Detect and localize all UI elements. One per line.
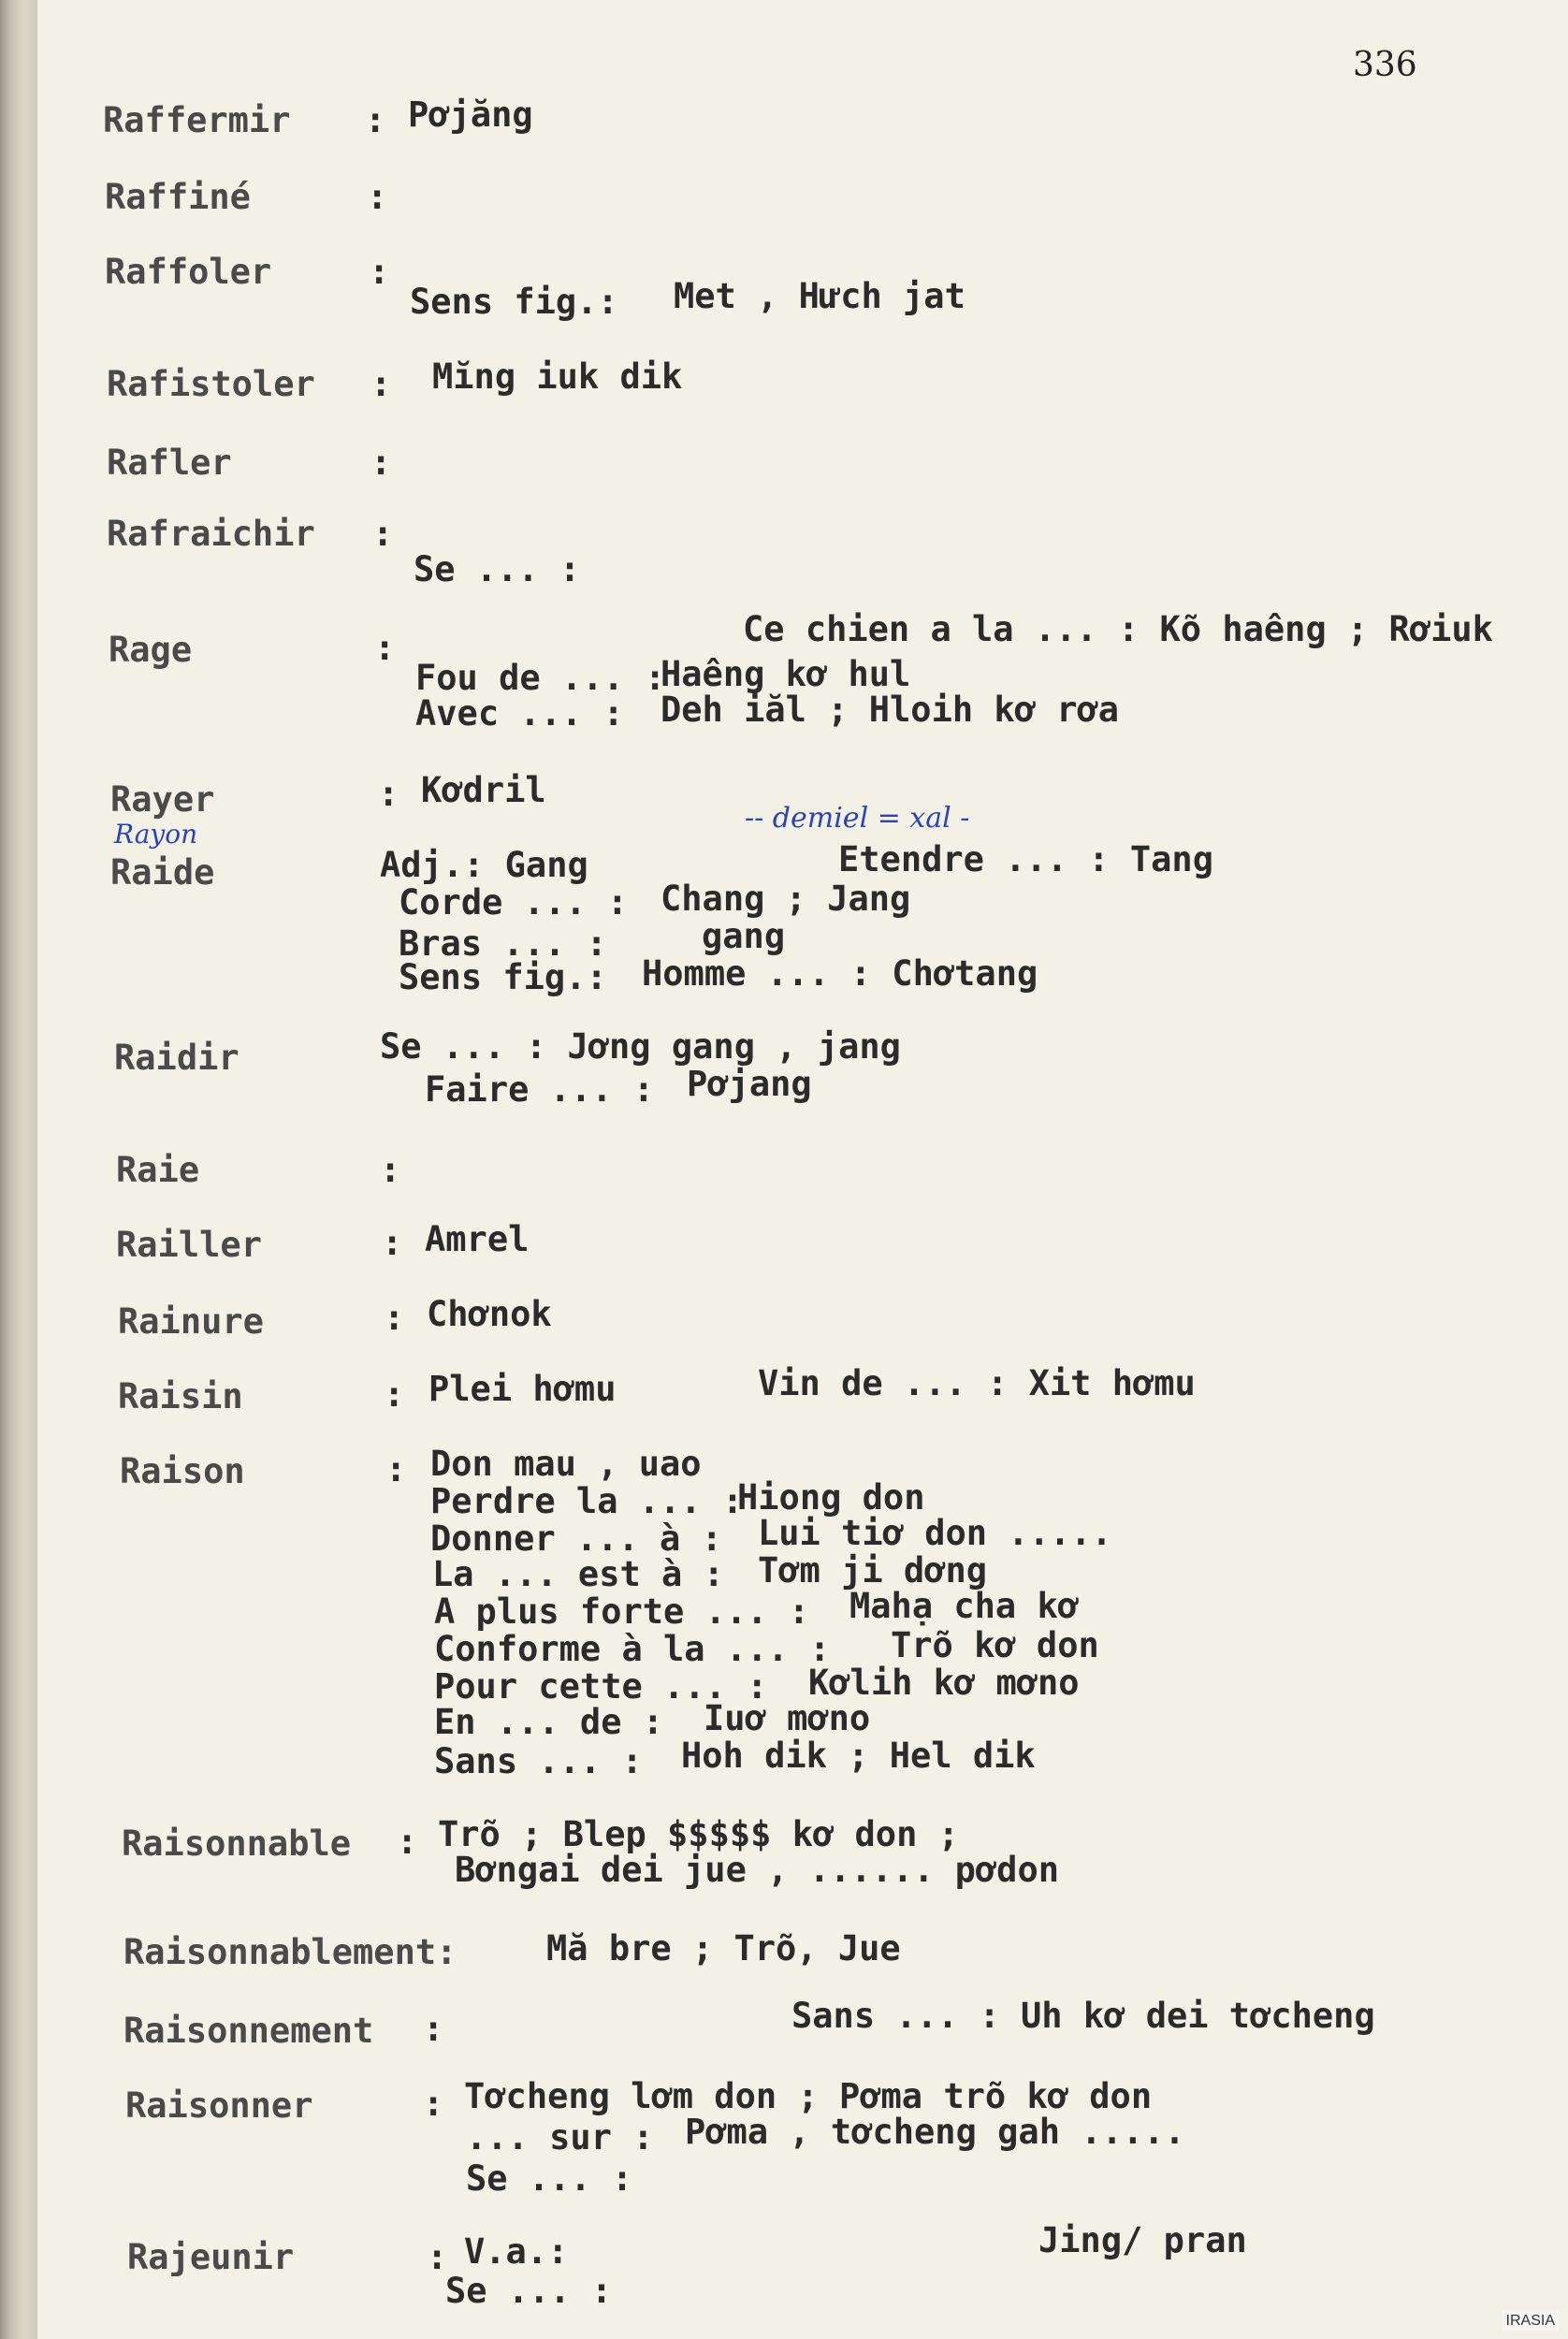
sub-label: Sens fig.: <box>410 282 618 322</box>
side-definition: Etendre ... : Tang <box>838 839 1213 879</box>
sub-value: Trõ kơ don <box>891 1625 1099 1665</box>
definition: V.a.: <box>464 2231 569 2272</box>
sub-value: Chang ; Jang <box>661 879 911 919</box>
sub-value: Lui tiơ don ..... <box>758 1513 1112 1553</box>
sub-label: Sans ... : <box>434 1741 643 1781</box>
headword: Raffermir <box>103 100 291 140</box>
headword: Raidir <box>114 1038 240 1078</box>
headword: Raisonnable <box>122 1823 352 1864</box>
separator: : <box>369 252 390 292</box>
separator: : <box>372 514 394 554</box>
sub-value: Kơlih kơ mơno <box>808 1663 1080 1703</box>
headword: Rafistoler <box>107 364 315 404</box>
sub-label: Se ... : <box>466 2158 633 2199</box>
sub-label: Corde ... : <box>399 882 629 923</box>
headword: Raisonner <box>125 2085 313 2126</box>
headword: Raisonnablement: <box>123 1932 457 1972</box>
sub-value: Hoh dik ; Hel dik <box>681 1736 1036 1776</box>
headword: Raisonnement <box>123 2011 374 2051</box>
headword: Rajeunir <box>127 2237 295 2277</box>
sub-label: A plus forte ... : <box>434 1591 809 1632</box>
sub-value: Iuơ mơno <box>704 1698 871 1738</box>
side-definition: Ce chien a la ... : Kõ haêng ; Rơiuk <box>743 609 1493 649</box>
sub-label: Donner ... à : <box>430 1518 722 1559</box>
headword: Rainure <box>118 1301 264 1342</box>
headword: Rafler <box>107 443 232 483</box>
separator: : <box>384 1374 405 1415</box>
definition: Mĭng iuk dik <box>432 356 683 397</box>
sub-label: ... sur : <box>466 2117 654 2157</box>
sub-label: Se ... : <box>445 2271 613 2311</box>
definition: Pơjăng <box>408 94 533 135</box>
separator: : <box>365 100 386 140</box>
dictionary-page <box>37 0 1568 2339</box>
separator: : <box>378 774 399 814</box>
separator: : <box>384 1298 405 1338</box>
separator: : <box>385 1449 407 1489</box>
headword: Rafraichir <box>107 514 315 554</box>
separator: : <box>423 2084 444 2124</box>
sub-value: Homme ... : Chơtang <box>642 953 1038 994</box>
sub-value: Deh iăl ; Hloih kơ rơa <box>661 690 1120 730</box>
headword: Raffoler <box>105 252 272 292</box>
side-definition: Jing/ pran <box>1038 2220 1247 2260</box>
definition: Chơnok <box>427 1294 552 1334</box>
separator: : <box>397 1822 418 1862</box>
sub-label: Conforme à la ... : <box>434 1629 831 1669</box>
sub-label: Se ... : <box>414 549 581 589</box>
sub-label: Avec ... : <box>415 693 624 734</box>
separator: : <box>367 177 388 217</box>
definition: Amrel <box>425 1219 530 1259</box>
sub-label: En ... de : <box>434 1702 664 1742</box>
headword: Railler <box>116 1225 262 1265</box>
headword: Raison <box>120 1451 245 1491</box>
definition: Se ... : Jơng gang , jang <box>380 1026 901 1067</box>
headword: Rayer <box>110 779 215 820</box>
sub-label: La ... est à : <box>432 1554 724 1594</box>
sub-value: gang <box>702 916 786 956</box>
definition: Kơdril <box>421 770 546 810</box>
separator: : <box>374 628 396 668</box>
sub-label: Fou de ... : <box>415 658 666 698</box>
headword: Raie <box>116 1150 200 1190</box>
handwritten-note: Rayon <box>114 819 198 850</box>
definition: Tơcheng lơm don ; Pơma trõ kơ don <box>464 2076 1153 2116</box>
sub-value: Met , Hưch jat <box>674 276 965 316</box>
definition: Trõ ; Blep $$$$$ kơ don ; <box>438 1814 959 1854</box>
handwritten-note: -- demiel = xal - <box>745 802 970 835</box>
page-number: 336 <box>1353 46 1417 84</box>
definition: Plei hơmu <box>428 1369 617 1409</box>
sub-value: Pơjang <box>687 1064 812 1104</box>
sub-label: Pour cette ... : <box>434 1666 768 1707</box>
definition: Don mau , uao <box>430 1444 702 1484</box>
headword: Rage <box>109 630 193 670</box>
separator: : <box>370 364 392 404</box>
watermark: IRASIA <box>1503 2311 1559 2332</box>
separator: : <box>423 2009 444 2049</box>
side-definition: Vin de ... : Xit hơmu <box>758 1363 1196 1403</box>
side-definition: Sans ... : Uh kơ dei tơcheng <box>791 1996 1375 2036</box>
sub-value: Tơm ji dơng <box>758 1550 988 1591</box>
headword: Raffiné <box>105 177 251 217</box>
separator: : <box>382 1223 403 1263</box>
sub-value: Bơngai dei jue , ...... pơdon <box>455 1850 1060 1890</box>
page-binding-edge <box>0 0 37 2339</box>
sub-value: Haêng kơ hul <box>661 654 911 694</box>
sub-value: Hiong don <box>737 1477 925 1518</box>
sub-label: Bras ... : <box>399 923 607 964</box>
sub-label: Perdre la ... : <box>430 1481 744 1521</box>
separator: : <box>427 2237 448 2277</box>
separator: : <box>370 443 392 483</box>
definition: Adj.: Gang <box>380 845 588 885</box>
sub-value: Pơma , tơcheng gah ..... <box>685 2112 1185 2152</box>
sub-label: Faire ... : <box>425 1069 655 1110</box>
definition: Mă bre ; Trõ, Jue <box>546 1928 901 1969</box>
sub-value: Mahạ cha kơ <box>849 1586 1080 1626</box>
separator: : <box>380 1150 401 1190</box>
sub-label: Sens fig.: <box>399 957 607 997</box>
headword: Raide <box>110 852 215 893</box>
headword: Raisin <box>118 1376 243 1416</box>
